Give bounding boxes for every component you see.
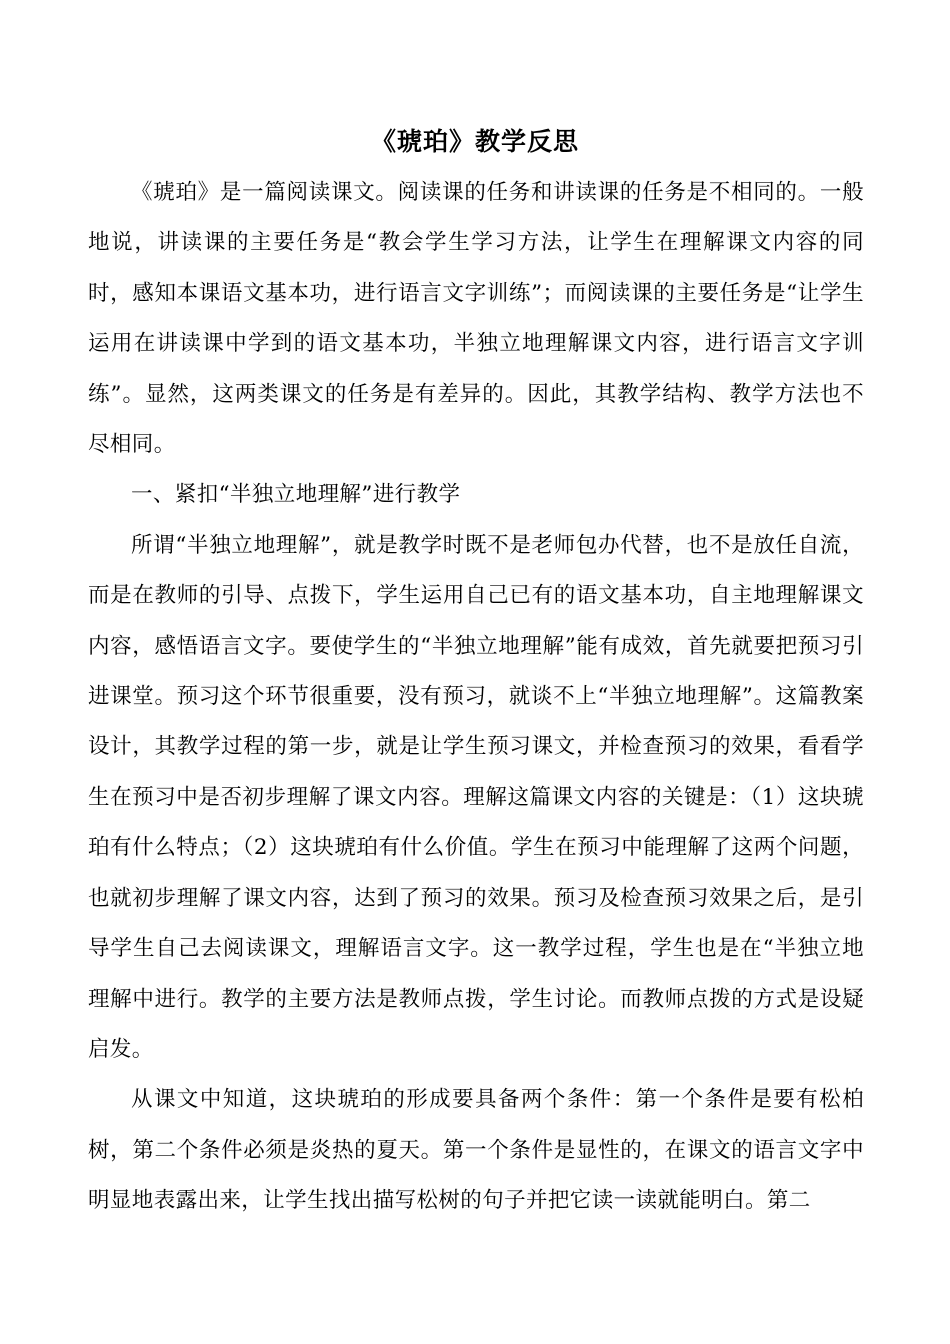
paragraph-intro: 《琥珀》是一篇阅读课文。阅读课的任务和讲读课的任务是不相同的。一般地说，讲读课的主要任务是“教会学生学习方法，让学生在理解课文内容的同时，感知本课语文基本功，进行语言文字训练”；而阅读课的主要任务是“让学生运用在讲读课中学到的语文基本功，半独立地理解课文内容，进行语言文字训练”。显然，这两类课文的任务是有差异的。因此，其教学结构、教学方法也不尽相同。 xyxy=(88,180,864,458)
paragraph-semi-independent: 所谓“半独立地理解”，就是教学时既不是老师包办代替，也不是放任自流，而是在教师的引导、点拨下，学生运用自己已有的语文基本功，自主地理解课文内容，感悟语言文字。要使学生的“半独立地理解”能有成效，首先就要把预习引进课堂。预习这个环节很重要，没有预习，就谈不上“半独立地理解”。这篇教案设计，其教学过程的第一步，就是让学生预习课文，并检查预习的效果，看看学生在预习中是否初步理解了课文内容。理解这篇课文内容的关键是：（1）这块琥珀有什么特点；（2）这块琥珀有什么价值。学生在预习中能理解了这两个问题，也就初步理解了课文内容，达到了预习的效果。预习及检查预习效果之后，是引导学生自己去阅读课文，理解语言文字。这一教学过程，学生也是在“半独立地理解中进行。教学的主要方法是教师点拨，学生讨论。而教师点拨的方式是设疑启发。 xyxy=(88,532,864,1062)
paragraph-amber-conditions: 从课文中知道，这块琥珀的形成要具备两个条件：第一个条件是要有松柏树，第二个条件必须是炎热的夏天。第一个条件是显性的，在课文的语言文字中明显地表露出来，让学生找出描写松树的句子并把它读一读就能明白。第二 xyxy=(88,1087,864,1214)
document-title: 《琥珀》教学反思 xyxy=(370,127,579,156)
section-heading-1: 一、紧扣“半独立地理解”进行教学 xyxy=(131,482,461,508)
document-body xyxy=(88,168,864,1227)
